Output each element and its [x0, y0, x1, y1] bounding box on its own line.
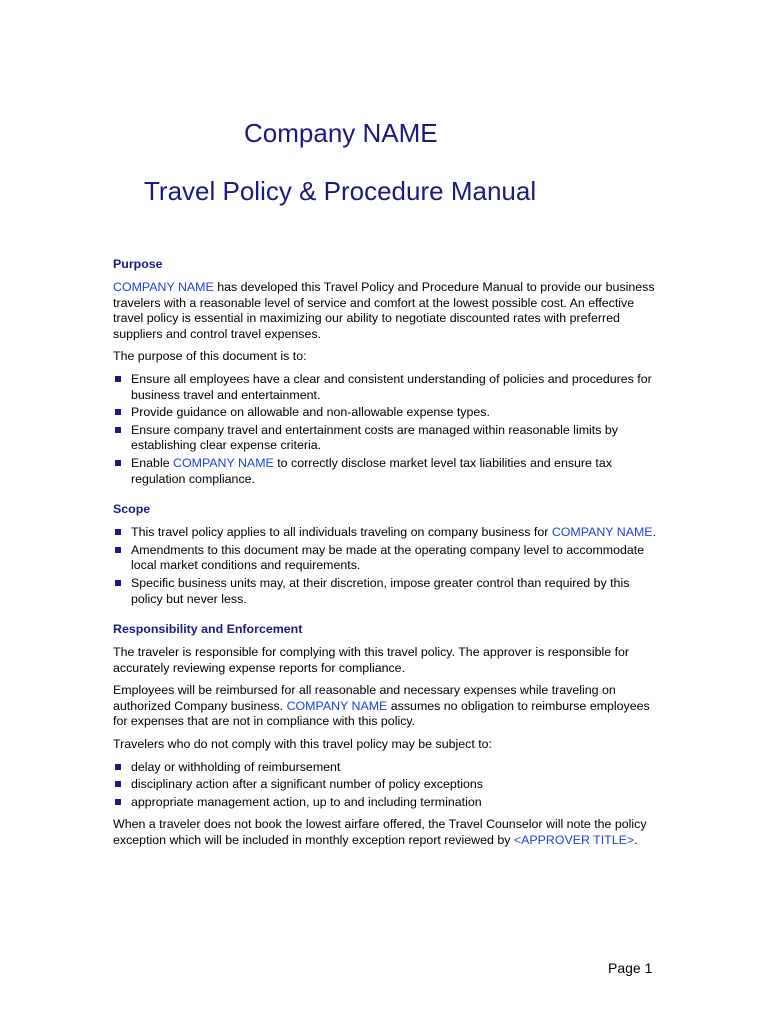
list-item-text: appropriate management action, up to and including termination: [131, 794, 482, 809]
list-item: [113, 525, 663, 541]
purpose-intro: The purpose of this document is to:: [113, 349, 307, 364]
list-item: [113, 795, 663, 811]
list-item: [113, 543, 663, 574]
list-item-text-post: .: [652, 525, 657, 540]
company-name-placeholder: COMPANY NAME: [551, 525, 653, 540]
consequence-list: [113, 760, 663, 811]
list-item: [113, 576, 663, 607]
bullet-icon: [115, 781, 121, 787]
list-item-text-post: to correctly disclose market level tax liabilities and ensure tax regulation compliance.: [131, 455, 612, 486]
list-item-text: disciplinary action after a significant number of policy exceptions: [131, 777, 483, 792]
list-item-text: Amendments to this document may be made at the operating company level to accommodate local market conditions and requirements.: [131, 542, 645, 573]
bullet-icon: [115, 764, 121, 770]
bullet-icon: [115, 580, 121, 586]
list-item-text: Provide guidance on allowable and non-allowable expense types.: [131, 405, 490, 420]
bullet-icon: [115, 427, 121, 433]
bullet-icon: [115, 460, 121, 466]
list-item-text-pre: This travel policy applies to all individuals traveling on company business for: [131, 525, 552, 540]
company-name-placeholder: COMPANY NAME: [113, 280, 214, 294]
bullet-icon: [115, 376, 121, 382]
list-item-text: Ensure company travel and entertainment costs are managed within reasonable limits by establishing clear expense criteria.: [131, 422, 618, 453]
bullet-icon: [115, 799, 121, 805]
list-item: [113, 423, 663, 454]
list-item-text: delay or withholding of reimbursement: [131, 759, 341, 774]
company-name-placeholder: COMPANY NAME: [173, 455, 274, 470]
bullet-icon: [115, 547, 121, 553]
list-item-text: Ensure all employees have a clear and consistent understanding of policies and procedures for business travel and entertainment.: [131, 371, 652, 402]
responsibility-paragraph-2: [113, 683, 663, 730]
purpose-list: [113, 372, 663, 487]
list-item: [113, 405, 663, 421]
responsibility-paragraph-4: [113, 817, 663, 848]
paragraph-text-post: .: [634, 833, 638, 848]
list-item-text-pre: Enable: [131, 455, 174, 470]
paragraph-text-pre: When a traveler does not book the lowest airfare offered, the Travel Counselor will note the policy exception which will be included in monthly exception report reviewed by: [113, 817, 647, 848]
purpose-paragraph: [113, 280, 663, 342]
paragraph-text-pre: Employees will be reimbursed for all reasonable and necessary expenses while traveling on authorized Company business.: [113, 683, 616, 713]
list-item: [113, 760, 663, 776]
manual-title: Travel Policy & Procedure Manual: [144, 176, 537, 206]
scope-list: [113, 525, 663, 607]
approver-title-placeholder: <APPROVER TITLE>: [513, 833, 635, 848]
paragraph-text-post: assumes no obligation to reimburse employees for expenses that are not in compliance with this policy.: [113, 698, 650, 729]
responsibility-paragraph-3: Travelers who do not comply with this travel policy may be subject to:: [113, 737, 492, 752]
purpose-paragraph-text: has developed this Travel Policy and Procedure Manual to provide our business travelers with a reasonable level of service and comfort at the lowest possible cost. An effective travel policy is essential in maximizing our ability to negotiate discounted rates with preferred suppliers and control travel expenses.: [113, 280, 655, 341]
company-name-placeholder: COMPANY NAME: [286, 698, 388, 713]
scope-heading: Scope: [113, 502, 151, 517]
company-title: Company NAME: [244, 118, 438, 148]
list-item: [113, 777, 663, 793]
purpose-heading: Purpose: [113, 257, 163, 271]
list-item: [113, 372, 663, 403]
document-body: [113, 256, 663, 856]
page-number: Page 1: [608, 960, 653, 976]
bullet-icon: [115, 529, 121, 535]
list-item: [113, 456, 663, 487]
list-item-text: Specific business units may, at their discretion, impose greater control than required by this policy but never less.: [131, 575, 630, 606]
responsibility-paragraph-1: The traveler is responsible for complying with this travel policy. The approver is responsible for accurately reviewing expense reports for compliance.: [113, 645, 630, 675]
bullet-icon: [115, 409, 121, 415]
responsibility-heading: Responsibility and Enforcement: [113, 622, 303, 637]
